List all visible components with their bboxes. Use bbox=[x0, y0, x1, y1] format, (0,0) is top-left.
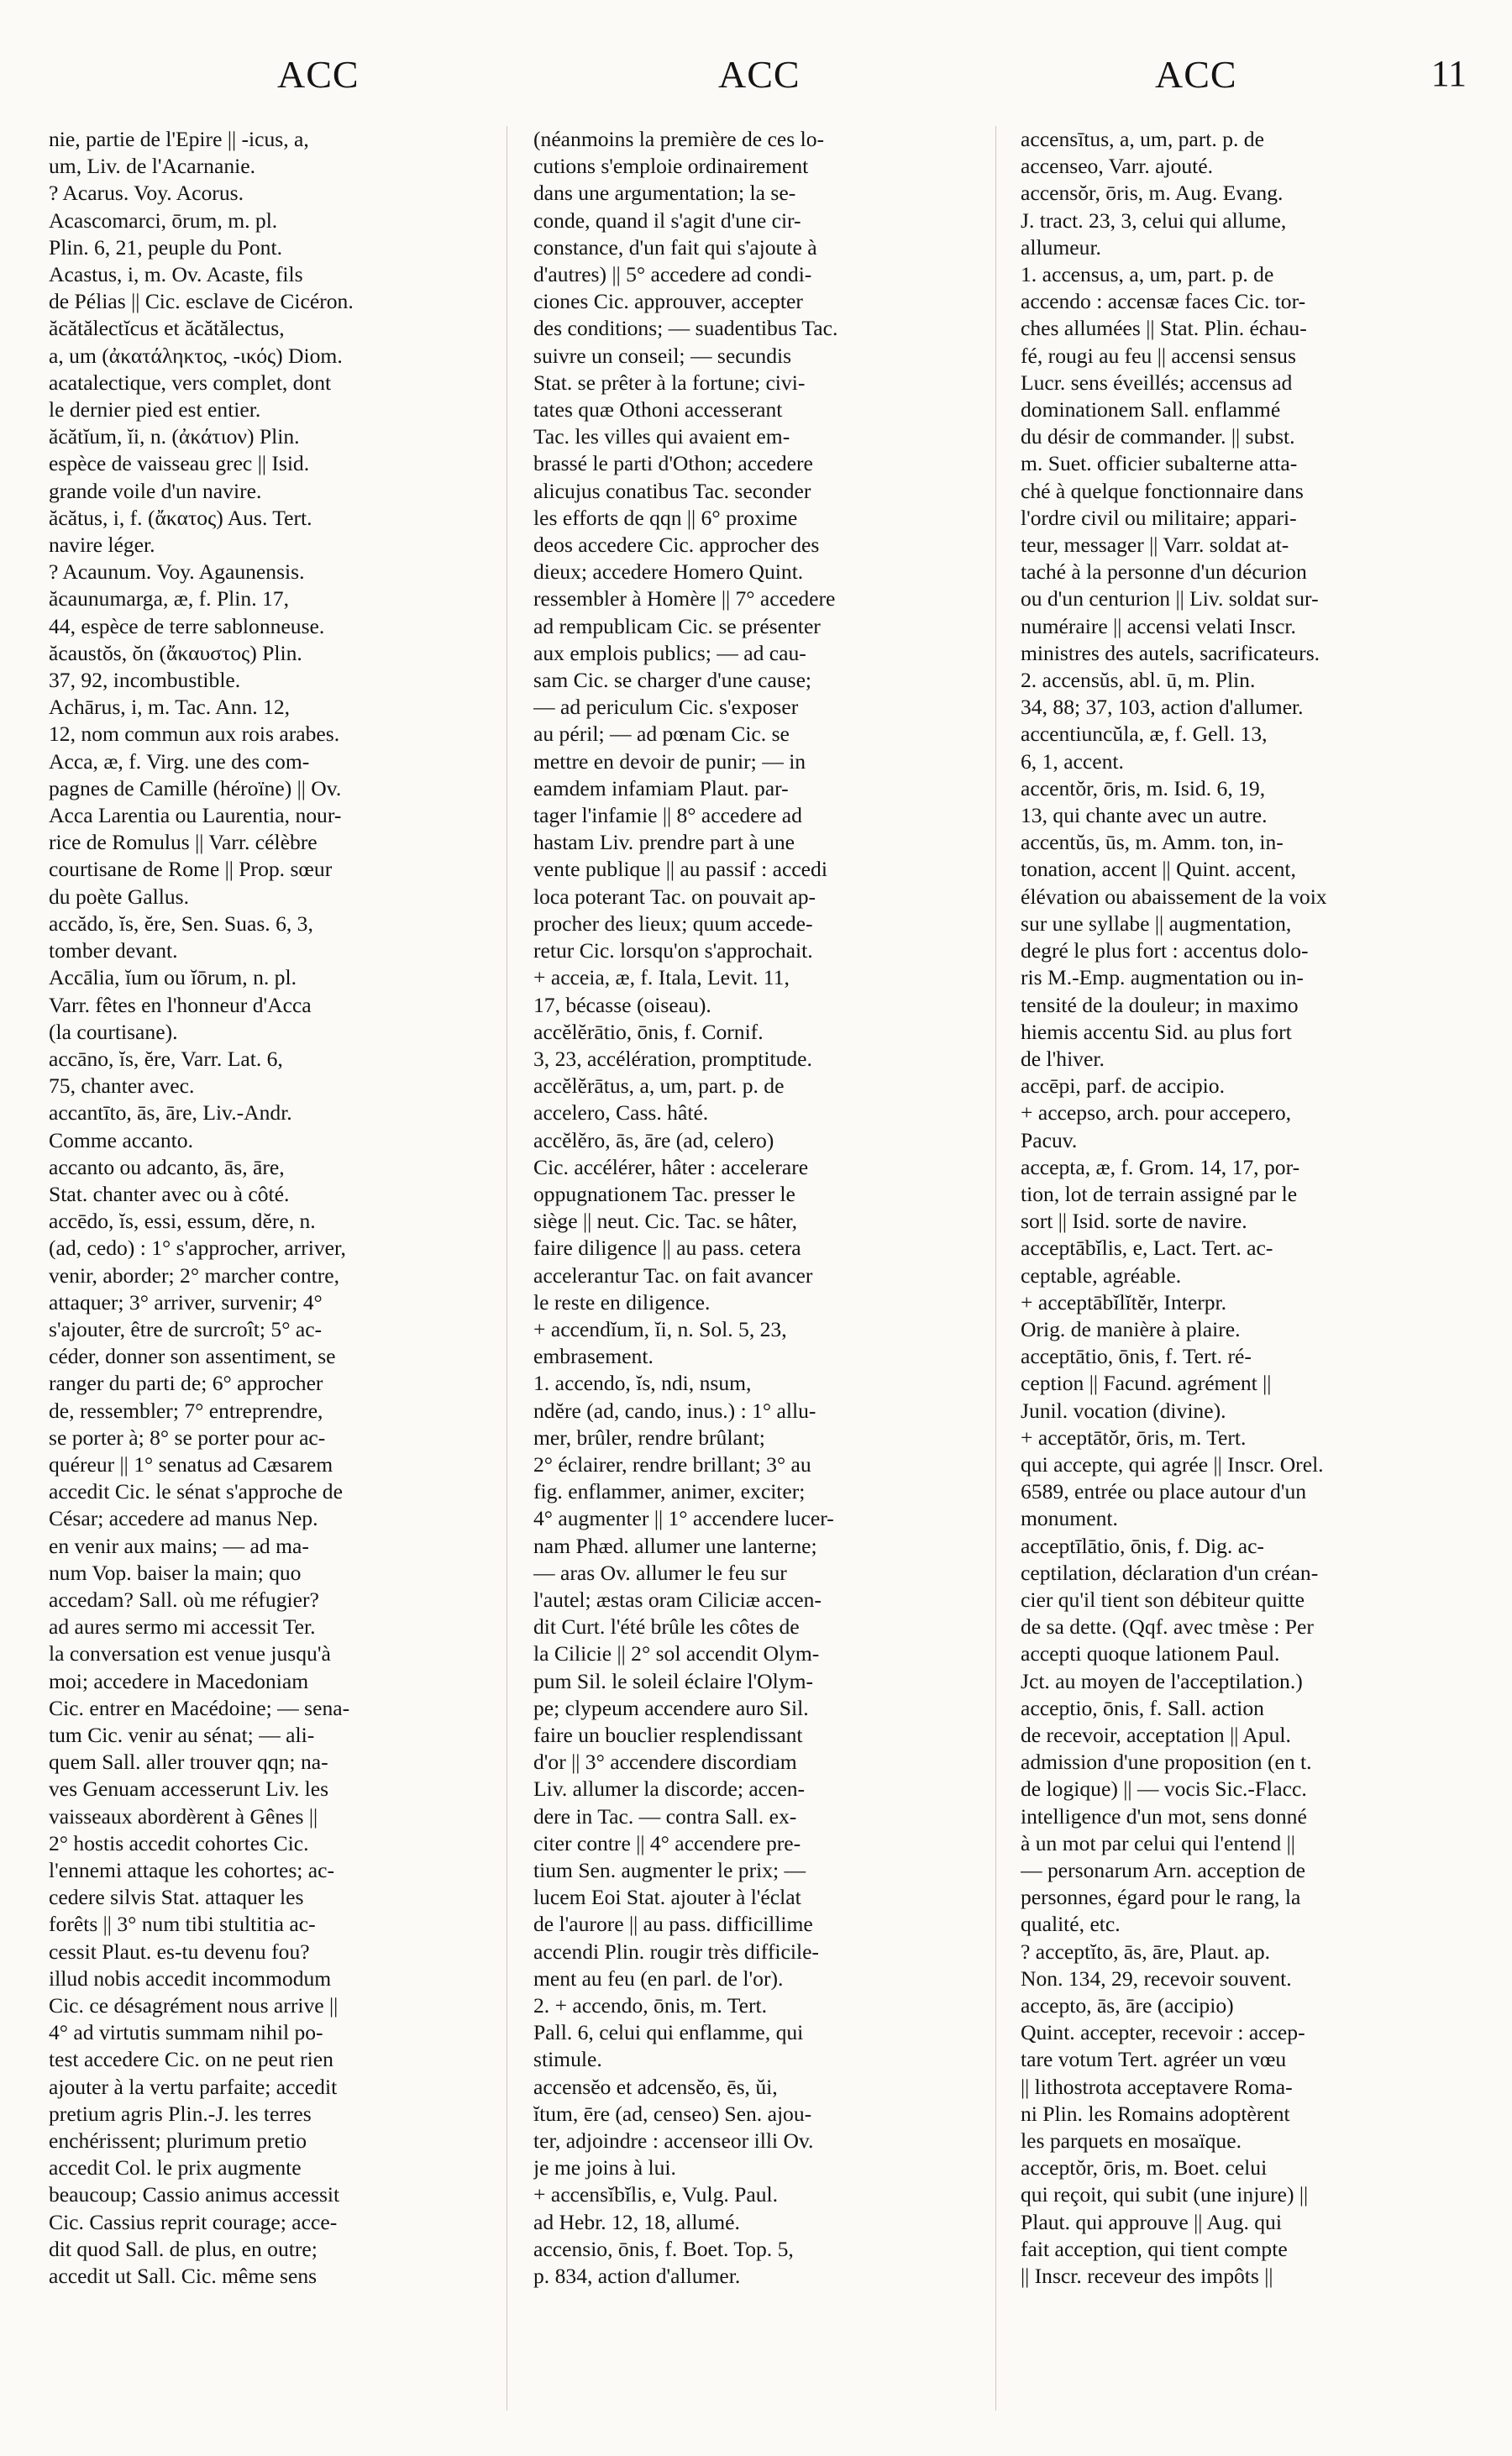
text-line: ndĕre (ad, cando, inus.) : 1° allu- bbox=[533, 1398, 816, 1423]
column-1 bbox=[49, 126, 477, 2290]
text-line: accelerantur Tac. on fait avancer bbox=[533, 1262, 813, 1288]
text-line: cedere silvis Stat. attaquer les bbox=[49, 1885, 304, 1910]
text-line: tion, lot de terrain assigné par le bbox=[1021, 1181, 1298, 1206]
text-line: 75, chanter avec. bbox=[49, 1073, 195, 1099]
text-line: a, um (ἀκατάληκτος, -ικός) Diom. bbox=[49, 343, 343, 368]
text-line: tium Sen. augmenter le prix; — bbox=[533, 1858, 806, 1882]
text-line: Acastus, i, m. Ov. Acaste, fils bbox=[49, 262, 303, 287]
text-line: venir, aborder; 2° marcher contre, bbox=[49, 1262, 340, 1288]
text-line: qualité, etc. bbox=[1021, 1912, 1121, 1937]
text-line: d'or || 3° accendere discordiam bbox=[533, 1750, 797, 1775]
text-line: tum Cic. venir au sénat; — ali- bbox=[49, 1722, 315, 1747]
text-line: admission d'une proposition (en t. bbox=[1021, 1750, 1312, 1775]
text-line: ciones Cic. approuver, accepter bbox=[533, 289, 803, 314]
text-line: la Cilicie || 2° sol accendit Olym- bbox=[533, 1641, 820, 1666]
text-line: num Vop. baiser la main; quo bbox=[49, 1560, 302, 1585]
text-line: hastam Liv. prendre part à une bbox=[533, 830, 795, 855]
text-line: 1. accensus, a, um, part. p. de bbox=[1021, 262, 1274, 287]
text-line: Stat. se prêter à la fortune; civi- bbox=[533, 370, 806, 395]
text-line: — ad periculum Cic. s'exposer bbox=[533, 695, 799, 720]
text-line: Acascomarci, ōrum, m. pl. bbox=[49, 207, 278, 233]
text-line: accădo, ĭs, ĕre, Sen. Suas. 6, 3, bbox=[49, 911, 313, 936]
text-line: ad Hebr. 12, 18, allumé. bbox=[533, 2209, 740, 2234]
text-line: degré le plus fort : accentus dolo- bbox=[1021, 938, 1309, 963]
column-3 bbox=[1021, 126, 1449, 2290]
text-line: Varr. fêtes en l'honneur d'Acca bbox=[49, 992, 312, 1017]
text-line: ĭtum, ēre (ad, censeo) Sen. ajou- bbox=[533, 2101, 812, 2126]
text-line: l'ordre civil ou militaire; appari- bbox=[1021, 505, 1297, 530]
text-line: tonation, accent || Quint. accent, bbox=[1021, 857, 1296, 882]
text-line: tates quæ Othoni accesserant bbox=[533, 397, 783, 422]
text-line: ăcătĭum, ĭi, n. (ἀκάτιον) Plin. bbox=[49, 424, 300, 449]
text-line: pretium agris Plin.-J. les terres bbox=[49, 2101, 312, 2126]
text-line: se porter à; 8° se porter pour ac- bbox=[49, 1425, 326, 1450]
text-line: (ad, cedo) : 1° s'approcher, arriver, bbox=[49, 1236, 346, 1261]
text-line: de l'hiver. bbox=[1021, 1046, 1105, 1071]
text-line: mettre en devoir de punir; — in bbox=[533, 748, 806, 774]
text-line: 12, nom commun aux rois arabes. bbox=[49, 722, 340, 747]
text-line: 17, bécasse (oiseau). bbox=[533, 992, 711, 1017]
text-line: accensio, ōnis, f. Boet. Top. 5, bbox=[533, 2236, 794, 2261]
text-line: élévation ou abaissement de la voix bbox=[1021, 884, 1327, 909]
text-line: céder, donner son assentiment, se bbox=[49, 1344, 336, 1369]
text-line: + accensĭbĭlis, e, Vulg. Paul. bbox=[533, 2182, 779, 2207]
text-line: accedit Col. le prix augmente bbox=[49, 2155, 302, 2180]
text-line: + accendĭum, ĭi, n. Sol. 5, 23, bbox=[533, 1316, 787, 1341]
text-line: + accepso, arch. pour accepero, bbox=[1021, 1100, 1292, 1126]
text-line: Liv. allumer la discorde; accen- bbox=[533, 1776, 806, 1802]
text-line: ministres des autels, sacrificateurs. bbox=[1021, 640, 1320, 665]
text-line: cessit Plaut. es-tu devenu fou? bbox=[49, 1939, 310, 1964]
text-line: embrasement. bbox=[533, 1344, 654, 1369]
text-line: quem Sall. aller trouver qqn; na- bbox=[49, 1750, 328, 1775]
text-line: 2. accensŭs, abl. ū, m. Plin. bbox=[1021, 668, 1256, 693]
text-line: Acca, æ, f. Virg. une des com- bbox=[49, 748, 310, 774]
text-line: faire diligence || au pass. cetera bbox=[533, 1236, 801, 1261]
text-line: 37, 92, incombustible. bbox=[49, 668, 241, 693]
text-line: 13, qui chante avec un autre. bbox=[1021, 803, 1268, 828]
text-line: || lithostrota acceptavere Roma- bbox=[1021, 2074, 1293, 2099]
text-line: acceptīlātio, ōnis, f. Dig. ac- bbox=[1021, 1533, 1264, 1558]
text-line: accedam? Sall. où me réfugier? bbox=[49, 1587, 319, 1612]
text-line: citer contre || 4° accendere pre- bbox=[533, 1830, 801, 1855]
text-line: accepto, ās, āre (accipio) bbox=[1021, 1993, 1234, 2018]
text-line: 1. accendo, ĭs, ndi, nsum, bbox=[533, 1371, 752, 1396]
text-line: acatalectique, vers complet, dont bbox=[49, 370, 332, 395]
text-line: suivre un conseil; — secundis bbox=[533, 343, 792, 368]
text-line: tensité de la douleur; in maximo bbox=[1021, 992, 1299, 1017]
text-line: accentŭs, ūs, m. Amm. ton, in- bbox=[1021, 830, 1284, 855]
text-line: vaisseaux abordèrent à Gênes || bbox=[49, 1803, 318, 1829]
text-line: accĕlĕrātus, a, um, part. p. de bbox=[533, 1073, 785, 1099]
running-head-right: ACC bbox=[1155, 53, 1237, 96]
text-line: ăcaustŏs, ŏn (ἄκαυστος) Plin. bbox=[49, 640, 302, 665]
text-line: moi; accedere in Macedoniam bbox=[49, 1668, 309, 1693]
text-line: 2° hostis accedit cohortes Cic. bbox=[49, 1830, 309, 1855]
text-line: acceptio, ōnis, f. Sall. action bbox=[1021, 1695, 1264, 1720]
text-line: accēpi, parf. de accipio. bbox=[1021, 1073, 1225, 1099]
text-line: accepti quoque lationem Paul. bbox=[1021, 1641, 1280, 1666]
text-line: test accedere Cic. on ne peut rien bbox=[49, 2047, 333, 2072]
text-line: dere in Tac. — contra Sall. ex- bbox=[533, 1803, 797, 1829]
text-line: Stat. chanter avec ou à côté. bbox=[49, 1181, 290, 1206]
text-line: l'autel; æstas oram Ciliciæ accen- bbox=[533, 1587, 822, 1612]
text-line: ception || Facund. agrément || bbox=[1021, 1371, 1272, 1396]
text-line: tare votum Tert. agréer un vœu bbox=[1021, 2047, 1287, 2072]
text-line: 2° éclairer, rendre brillant; 3° au bbox=[533, 1451, 811, 1477]
text-line: || Inscr. receveur des impôts || bbox=[1021, 2264, 1273, 2289]
text-line: le dernier pied est entier. bbox=[49, 397, 261, 422]
text-line: vente publique || au passif : accedi bbox=[533, 857, 827, 882]
text-line: ăcătus, i, f. (ἄκατος) Aus. Tert. bbox=[49, 505, 312, 530]
text-line: aux emplois publics; — ad cau- bbox=[533, 640, 806, 665]
text-line: Acca Larentia ou Laurentia, nour- bbox=[49, 803, 342, 828]
text-line: fait acception, qui tient compte bbox=[1021, 2236, 1288, 2261]
text-line: accēdo, ĭs, essi, essum, dĕre, n. bbox=[49, 1209, 316, 1234]
text-line: acceptātio, ōnis, f. Tert. ré- bbox=[1021, 1344, 1252, 1369]
text-line: retur Cic. lorsqu'on s'approchait. bbox=[533, 938, 813, 963]
text-line: 6, 1, accent. bbox=[1021, 748, 1124, 774]
text-line: eamdem infamiam Plaut. par- bbox=[533, 775, 789, 800]
text-line: + acceia, æ, f. Itala, Levit. 11, bbox=[533, 965, 790, 990]
text-line: dans une argumentation; la se- bbox=[533, 181, 796, 206]
column-divider bbox=[995, 126, 996, 2411]
text-line: qui accepte, qui agrée || Inscr. Orel. bbox=[1021, 1451, 1324, 1477]
text-line: acceptābĭlis, e, Lact. Tert. ac- bbox=[1021, 1236, 1273, 1261]
text-line: brassé le parti d'Othon; accedere bbox=[533, 451, 813, 476]
text-line: — personarum Arn. acception de bbox=[1021, 1858, 1306, 1882]
text-line: accensītus, a, um, part. p. de bbox=[1021, 127, 1264, 151]
text-line: m. Suet. officier subalterne atta- bbox=[1021, 451, 1298, 476]
text-line: ches allumées || Stat. Plin. échau- bbox=[1021, 316, 1307, 341]
text-line: 4° augmenter || 1° accendere lucer- bbox=[533, 1506, 834, 1531]
text-line: pagnes de Camille (héroïne) || Ov. bbox=[49, 775, 342, 800]
text-line: illud nobis accedit incommodum bbox=[49, 1965, 332, 1991]
text-line: nam Phæd. allumer une lanterne; bbox=[533, 1533, 817, 1558]
text-line: Pall. 6, celui qui enflamme, qui bbox=[533, 2020, 804, 2045]
text-line: accedit ut Sall. Cic. même sens bbox=[49, 2264, 318, 2289]
text-line: beaucoup; Cassio animus accessit bbox=[49, 2182, 340, 2207]
text-line: navire léger. bbox=[49, 533, 155, 558]
text-line: siège || neut. Cic. Tac. se hâter, bbox=[533, 1209, 797, 1234]
text-line: conde, quand il s'agit d'une cir- bbox=[533, 207, 801, 233]
text-line: accĕlĕro, ās, āre (ad, celero) bbox=[533, 1127, 774, 1152]
text-line: Accālia, ĭum ou ĭōrum, n. pl. bbox=[49, 965, 297, 990]
text-line: César; accedere ad manus Nep. bbox=[49, 1506, 318, 1531]
text-line: + acceptātŏr, ōris, m. Tert. bbox=[1021, 1425, 1247, 1450]
text-line: 3, 23, accélération, promptitude. bbox=[533, 1046, 812, 1071]
text-line: Tac. les villes qui avaient em- bbox=[533, 424, 790, 449]
text-line: nie, partie de l'Epire || -icus, a, bbox=[49, 127, 309, 151]
page-number: 11 bbox=[1431, 53, 1467, 94]
text-line: lucem Eoi Stat. ajouter à l'éclat bbox=[533, 1885, 801, 1910]
text-line: l'ennemi attaque les cohortes; ac- bbox=[49, 1858, 335, 1882]
column-2 bbox=[533, 126, 962, 2290]
text-line: (la courtisane). bbox=[49, 1019, 178, 1044]
text-line: Cic. ce désagrément nous arrive || bbox=[49, 1993, 339, 2018]
text-line: accensŏr, ōris, m. Aug. Evang. bbox=[1021, 181, 1284, 206]
text-line: Plin. 6, 21, peuple du Pont. bbox=[49, 234, 282, 260]
text-line: pe; clypeum accendere auro Sil. bbox=[533, 1695, 809, 1720]
text-line: grande voile d'un navire. bbox=[49, 478, 262, 503]
text-line: Non. 134, 29, recevoir souvent. bbox=[1021, 1965, 1292, 1991]
text-line: Junil. vocation (divine). bbox=[1021, 1398, 1226, 1423]
text-line: cutions s'emploie ordinairement bbox=[533, 154, 809, 179]
text-line: ăcaunumarga, æ, f. Plin. 17, bbox=[49, 586, 289, 611]
text-line: ris M.-Emp. augmentation ou in- bbox=[1021, 965, 1304, 990]
text-line: dieux; accedere Homero Quint. bbox=[533, 559, 804, 585]
text-line: en venir aux mains; — ad ma- bbox=[49, 1533, 309, 1558]
text-line: de Pélias || Cic. esclave de Cicéron. bbox=[49, 289, 354, 314]
text-line: courtisane de Rome || Prop. sœur bbox=[49, 857, 333, 882]
text-line: cier qu'il tient son débiteur quitte bbox=[1021, 1587, 1305, 1612]
text-line: ranger du parti de; 6° approcher bbox=[49, 1371, 323, 1396]
text-line: je me joins à lui. bbox=[533, 2155, 676, 2180]
text-line: tager l'infamie || 8° accedere ad bbox=[533, 803, 802, 828]
text-line: du désir de commander. || subst. bbox=[1021, 424, 1295, 449]
text-line: deos accedere Cic. approcher des bbox=[533, 533, 820, 558]
text-line: ăcătălectĭcus et ăcătălectus, bbox=[49, 316, 285, 341]
text-line: (néanmoins la première de ces lo- bbox=[533, 127, 825, 151]
text-line: accāno, ĭs, ĕre, Varr. Lat. 6, bbox=[49, 1046, 283, 1071]
text-line: taché à la personne d'un décurion bbox=[1021, 559, 1307, 585]
text-line: ter, adjoindre : accenseor illi Ov. bbox=[533, 2128, 814, 2154]
text-line: des conditions; — suadentibus Tac. bbox=[533, 316, 838, 341]
text-line: numéraire || accensi velati Inscr. bbox=[1021, 613, 1296, 638]
text-line: faire un bouclier resplendissant bbox=[533, 1722, 803, 1747]
text-line: Cic. accélérer, hâter : accelerare bbox=[533, 1154, 809, 1179]
text-line: au péril; — ad pœnam Cic. se bbox=[533, 722, 790, 747]
text-line: loca poterant Tac. on pouvait ap- bbox=[533, 884, 816, 909]
text-line: accentiuncŭla, æ, f. Gell. 13, bbox=[1021, 722, 1268, 747]
text-line: ou d'un centurion || Liv. soldat sur- bbox=[1021, 586, 1319, 611]
text-line: accedit Cic. le sénat s'approche de bbox=[49, 1479, 343, 1504]
running-head-center: ACC bbox=[718, 53, 801, 96]
text-line: allumeur. bbox=[1021, 234, 1101, 260]
text-line: ment au feu (en parl. de l'or). bbox=[533, 1965, 784, 1991]
text-line: ad rempublicam Cic. se présenter bbox=[533, 613, 821, 638]
text-line: ni Plin. les Romains adoptèrent bbox=[1021, 2101, 1290, 2126]
text-line: d'autres) || 5° accedere ad condi- bbox=[533, 262, 812, 287]
text-line: teur, messager || Varr. soldat at- bbox=[1021, 533, 1289, 558]
text-line: constance, d'un fait qui s'ajoute à bbox=[533, 234, 817, 260]
text-line: de l'aurore || au pass. difficillime bbox=[533, 1912, 813, 1937]
text-line: monument. bbox=[1021, 1506, 1118, 1531]
text-line: attaquer; 3° arriver, survenir; 4° bbox=[49, 1289, 323, 1315]
text-line: 4° ad virtutis summam nihil po- bbox=[49, 2020, 323, 2045]
text-line: accendi Plin. rougir très difficile- bbox=[533, 1939, 819, 1964]
text-line: personnes, égard pour le rang, la bbox=[1021, 1885, 1301, 1910]
text-line: alicujus conatibus Tac. seconder bbox=[533, 478, 811, 503]
text-line: oppugnationem Tac. presser le bbox=[533, 1181, 795, 1206]
text-line: hiemis accentu Sid. au plus fort bbox=[1021, 1019, 1292, 1044]
text-line: quéreur || 1° senatus ad Cæsarem bbox=[49, 1451, 333, 1477]
text-line: Quint. accepter, recevoir : accep- bbox=[1021, 2020, 1305, 2045]
text-line: enchérissent; plurimum pretio bbox=[49, 2128, 307, 2154]
text-line: fig. enflammer, animer, exciter; bbox=[533, 1479, 806, 1504]
text-line: mer, brûler, rendre brûlant; bbox=[533, 1425, 765, 1450]
text-line: sam Cic. se charger d'une cause; bbox=[533, 668, 812, 693]
text-line: — aras Ov. allumer le feu sur bbox=[533, 1560, 787, 1585]
text-line: de recevoir, acceptation || Apul. bbox=[1021, 1722, 1291, 1747]
text-line: de, ressembler; 7° entreprendre, bbox=[49, 1398, 323, 1423]
text-line: accendo : accensæ faces Cic. tor- bbox=[1021, 289, 1306, 314]
text-line: fé, rougi au feu || accensi sensus bbox=[1021, 343, 1296, 368]
text-line: qui reçoit, qui subit (une injure) || bbox=[1021, 2182, 1309, 2207]
text-line: 2. + accendo, ōnis, m. Tert. bbox=[533, 1993, 767, 2018]
text-line: les efforts de qqn || 6° proxime bbox=[533, 505, 798, 530]
text-line: Jct. au moyen de l'acceptilation.) bbox=[1021, 1668, 1303, 1693]
text-line: dit quod Sall. de plus, en outre; bbox=[49, 2236, 318, 2261]
text-line: Achārus, i, m. Tac. Ann. 12, bbox=[49, 695, 291, 720]
text-line: stimule. bbox=[533, 2047, 602, 2072]
text-line: ajouter à la vertu parfaite; accedit bbox=[49, 2074, 338, 2099]
text-line: de sa dette. (Qqf. avec tmèse : Per bbox=[1021, 1614, 1314, 1640]
text-line: dit Curt. l'été brûle les côtes de bbox=[533, 1614, 800, 1640]
text-line: Comme accanto. bbox=[49, 1127, 193, 1152]
text-line: le reste en diligence. bbox=[533, 1289, 711, 1315]
text-line: accepta, æ, f. Grom. 14, 17, por- bbox=[1021, 1154, 1300, 1179]
text-line: ? Acaunum. Voy. Agaunensis. bbox=[49, 559, 305, 585]
text-line: + acceptābĭlĭtĕr, Interpr. bbox=[1021, 1289, 1227, 1315]
text-line: accelero, Cass. hâté. bbox=[533, 1100, 709, 1126]
text-line: Orig. de manière à plaire. bbox=[1021, 1316, 1241, 1341]
text-line: ? Acarus. Voy. Acorus. bbox=[49, 181, 244, 206]
text-line: sur une syllabe || augmentation, bbox=[1021, 911, 1292, 936]
text-line: acceptŏr, ōris, m. Boet. celui bbox=[1021, 2155, 1268, 2180]
text-line: Cic. entrer en Macédoine; — sena- bbox=[49, 1695, 350, 1720]
text-line: accantīto, ās, āre, Liv.-Andr. bbox=[49, 1100, 292, 1126]
text-line: ressembler à Homère || 7° accedere bbox=[533, 586, 836, 611]
text-line: pum Sil. le soleil éclaire l'Olym- bbox=[533, 1668, 813, 1693]
text-line: ché à quelque fonctionnaire dans bbox=[1021, 478, 1304, 503]
text-line: accentŏr, ōris, m. Isid. 6, 19, bbox=[1021, 775, 1266, 800]
text-line: J. tract. 23, 3, celui qui allume, bbox=[1021, 207, 1287, 233]
text-line: um, Liv. de l'Acarnanie. bbox=[49, 154, 256, 179]
text-line: espèce de vaisseau grec || Isid. bbox=[49, 451, 310, 476]
text-line: ? acceptĭto, ās, āre, Plaut. ap. bbox=[1021, 1939, 1271, 1964]
text-line: accanto ou adcanto, ās, āre, bbox=[49, 1154, 285, 1179]
text-line: accenseo, Varr. ajouté. bbox=[1021, 154, 1214, 179]
text-line: la conversation est venue jusqu'à bbox=[49, 1641, 331, 1666]
text-line: accensĕo et adcensĕo, ēs, ŭi, bbox=[533, 2074, 778, 2099]
text-line: 44, espèce de terre sablonneuse. bbox=[49, 613, 325, 638]
text-line: ad aures sermo mi accessit Ter. bbox=[49, 1614, 316, 1640]
text-line: forêts || 3° num tibi stultitia ac- bbox=[49, 1912, 316, 1937]
text-line: les parquets en mosaïque. bbox=[1021, 2128, 1242, 2154]
text-line: 34, 88; 37, 103, action d'allumer. bbox=[1021, 695, 1304, 720]
text-line: ceptilation, déclaration d'un créan- bbox=[1021, 1560, 1319, 1585]
text-line: Lucr. sens éveillés; accensus ad bbox=[1021, 370, 1293, 395]
text-line: de logique) || — vocis Sic.-Flacc. bbox=[1021, 1776, 1307, 1802]
text-line: rice de Romulus || Varr. célèbre bbox=[49, 830, 318, 855]
text-line: dominationem Sall. enflammé bbox=[1021, 397, 1281, 422]
text-line: ceptable, agréable. bbox=[1021, 1262, 1182, 1288]
text-line: intelligence d'un mot, sens donné bbox=[1021, 1803, 1307, 1829]
text-line: tomber devant. bbox=[49, 938, 178, 963]
text-line: ves Genuam accesserunt Liv. les bbox=[49, 1776, 329, 1802]
text-line: s'ajouter, être de surcroît; 5° ac- bbox=[49, 1316, 323, 1341]
text-line: p. 834, action d'allumer. bbox=[533, 2264, 741, 2289]
running-head-left: ACC bbox=[277, 53, 360, 96]
text-line: sort || Isid. sorte de navire. bbox=[1021, 1209, 1247, 1234]
text-line: du poète Gallus. bbox=[49, 884, 190, 909]
text-line: accĕlĕrātio, ōnis, f. Cornif. bbox=[533, 1019, 764, 1044]
text-line: Plaut. qui approuve || Aug. qui bbox=[1021, 2209, 1282, 2234]
text-line: Pacuv. bbox=[1021, 1127, 1078, 1152]
text-line: 6589, entrée ou place autour d'un bbox=[1021, 1479, 1307, 1504]
text-line: Cic. Cassius reprit courage; acce- bbox=[49, 2209, 338, 2234]
text-line: à un mot par celui qui l'entend || bbox=[1021, 1830, 1295, 1855]
text-line: procher des lieux; quum accede- bbox=[533, 911, 813, 936]
